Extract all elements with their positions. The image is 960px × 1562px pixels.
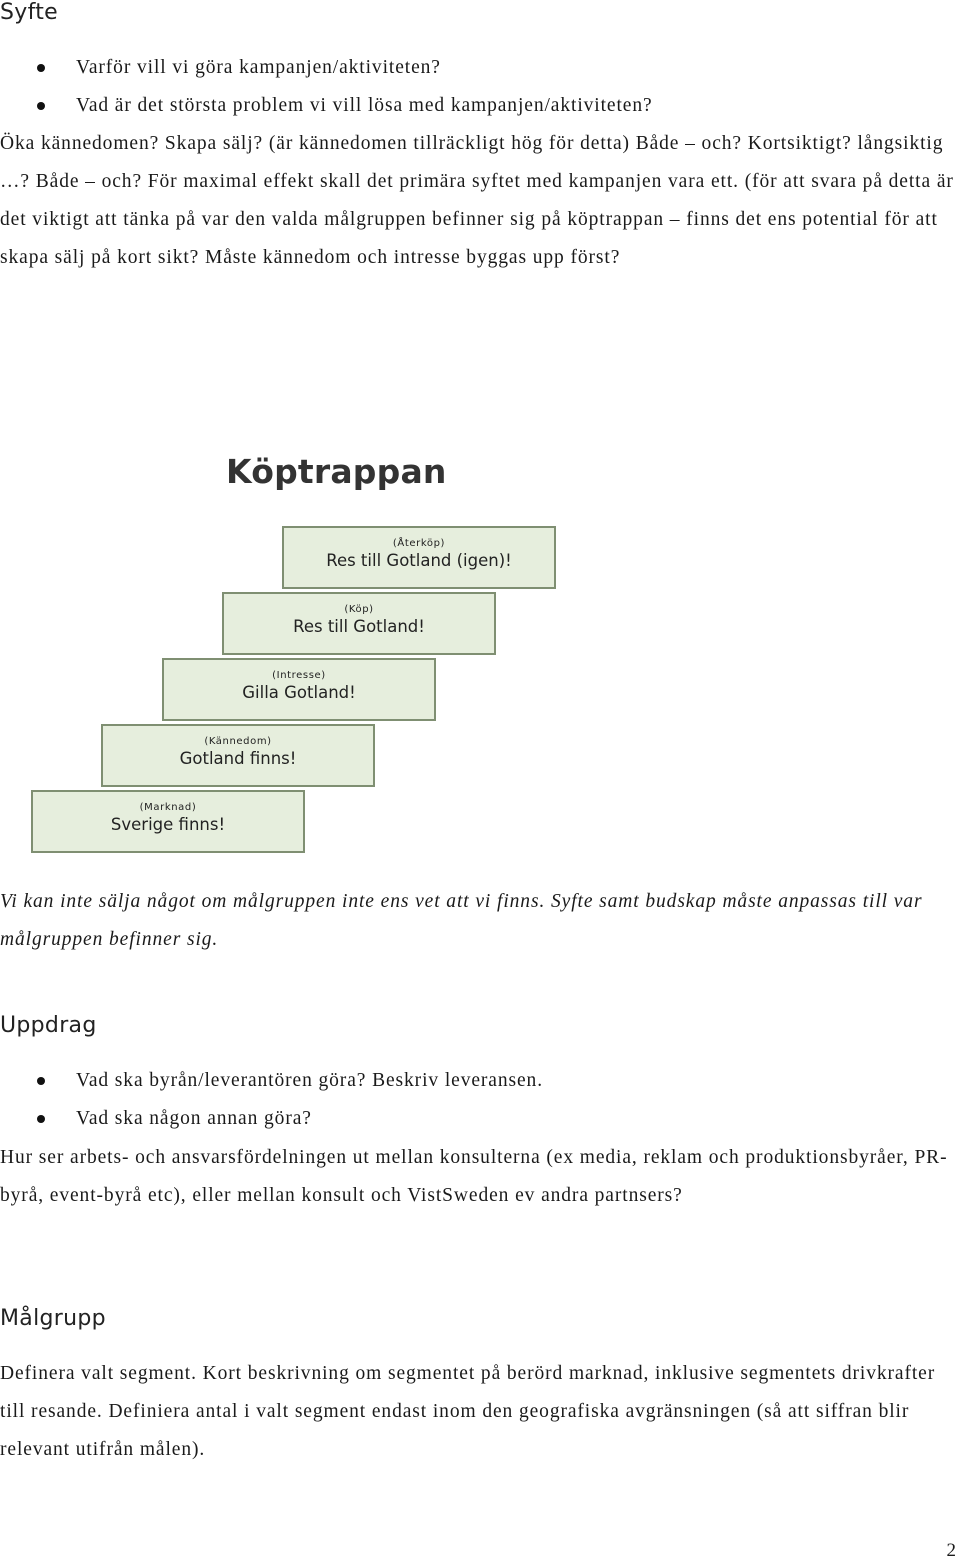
bullet-text: Vad är det största problem vi vill lösa med kampanjen/aktiviteten? (76, 95, 653, 116)
step-sub-label: (Återköp) (392, 538, 446, 549)
list-item (0, 1062, 543, 1100)
bullet-text: Vad ska byrån/leverantören göra? Beskriv leveransen. (76, 1070, 543, 1091)
step-intresse (162, 658, 436, 721)
bullet-icon (37, 1115, 45, 1123)
list-item (0, 87, 653, 125)
step-sub-label: (Köp) (344, 604, 374, 615)
diagram-title: Köptrappan (226, 452, 447, 491)
heading-uppdrag: Uppdrag (0, 1013, 97, 1038)
step-sub-label: (Marknad) (139, 802, 197, 813)
syfte-bullet-list (0, 49, 653, 125)
list-item (0, 49, 653, 87)
step-label: Res till Gotland! (293, 617, 425, 636)
step-label: Res till Gotland (igen)! (326, 551, 512, 570)
malgrupp-paragraph: Definera valt segment. Kort beskrivning om segmentet på berörd marknad, inklusive segmentets drivkrafter till resande. Definiera antal i valt segment endast inom den geografiska avgränsningen (så att siffran blir relevant utifrån målen). (0, 1363, 936, 1460)
diagram-caption: Vi kan inte sälja något om målgruppen inte ens vet att vi finns. Syfte samt budskap måste anpassas till var målgruppen befinner sig. (0, 891, 923, 950)
step-sub-label: (Kännedom) (204, 736, 272, 747)
step-label: Gotland finns! (179, 749, 297, 768)
step-sub-label: (Intresse) (272, 670, 326, 681)
bullet-text: Vad ska någon annan göra? (76, 1108, 312, 1129)
step-label: Sverige finns! (110, 815, 226, 834)
page-number: 2 (946, 1540, 956, 1561)
step-kop (222, 592, 496, 655)
bullet-icon (37, 64, 45, 72)
heading-syfte: Syfte (0, 0, 59, 25)
bullet-icon (37, 1077, 45, 1085)
uppdrag-paragraph: Hur ser arbets- och ansvarsfördelningen ut mellan konsulterna (ex media, reklam och produktionsbyråer, PR-byrå, event-byrå etc), eller mellan konsult och VistSweden ev andra partnsers? (0, 1147, 948, 1206)
bullet-text: Varför vill vi göra kampanjen/aktiviteten? (76, 57, 441, 78)
heading-malgrupp: Målgrupp (0, 1306, 106, 1331)
step-aterkop (282, 526, 556, 589)
list-item (0, 1100, 543, 1138)
step-marknad (31, 790, 305, 853)
step-label: Gilla Gotland! (242, 683, 356, 702)
uppdrag-bullet-list (0, 1062, 543, 1138)
bullet-icon (37, 102, 45, 110)
syfte-paragraph: Öka kännedomen? Skapa sälj? (är kännedomen tillräckligt hög för detta) Både – och? Kortsiktigt? långsiktig …? Både – och? För maximal effekt skall det primära syftet med kampanjen vara ett. (för att svara på detta är det viktigt att tänka på var den valda målgruppen befinner sig på köptrappan – finns det ens potential för att skapa sälj på kort sikt? Måste kännedom och intresse byggas upp först? (0, 133, 954, 268)
step-kannedom (101, 724, 375, 787)
